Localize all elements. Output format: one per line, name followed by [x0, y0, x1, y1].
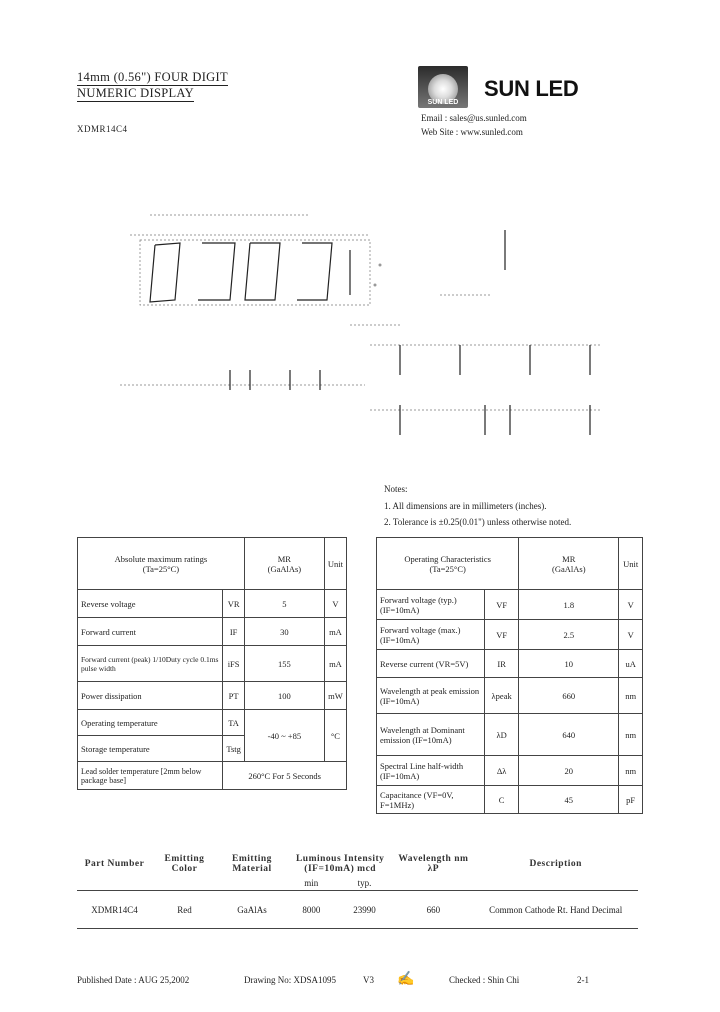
value-cell: 45 — [519, 786, 619, 814]
table-row — [377, 650, 643, 678]
table-row — [78, 682, 347, 710]
abs-param-cond: (Ta=25°C) — [142, 563, 180, 574]
symbol-cell: VF — [485, 590, 519, 620]
brand-name: SUN LED — [484, 76, 579, 101]
part-number-header: Part Number — [84, 859, 145, 869]
unit-cell: mA — [324, 618, 346, 646]
abs-param-title: Absolute maximum ratings — [114, 553, 208, 564]
symbol-cell: VF — [485, 620, 519, 650]
unit-cell: uA — [619, 650, 643, 678]
table-header-row — [77, 852, 638, 876]
min-header: min — [304, 878, 319, 888]
wavelength-cell: 660 — [393, 891, 473, 929]
value-cell: 640 — [519, 714, 619, 756]
published-date: Published Date : AUG 25,2002 — [77, 975, 190, 985]
param-cell: Storage temperature — [78, 736, 223, 762]
material-cell: GaAlAs — [217, 891, 287, 929]
table-row — [78, 762, 347, 790]
value-cell: 155 — [244, 646, 324, 682]
symbol-cell: IR — [485, 650, 519, 678]
abs-param-header — [78, 538, 245, 590]
part-number-label: XDMR14C4 — [77, 124, 128, 134]
op-mr-header — [519, 538, 619, 590]
param-cell: Wavelength at Dominant emission (IF=10mA) — [377, 714, 485, 756]
unit-cell: mW — [324, 682, 346, 710]
title-line-2: NUMERIC DISPLAY — [77, 86, 194, 100]
checked-by: Checked : Shin Chi — [449, 975, 520, 985]
abs-mr-sub: (GaAlAs) — [267, 563, 302, 574]
param-cell: Reverse current (VR=5V) — [377, 650, 485, 678]
value-cell: 30 — [244, 618, 324, 646]
param-cell: Power dissipation — [78, 682, 223, 710]
logo-text: SUN LED — [427, 99, 459, 106]
typ-cell: 23990 — [336, 891, 394, 929]
abs-unit-header: Unit — [324, 538, 346, 590]
version: V3 — [363, 975, 374, 985]
table-row — [78, 618, 347, 646]
param-cell: Forward current (peak) 1/10Duty cycle 0.1ms pulse width — [78, 646, 223, 682]
min-cell: 8000 — [287, 891, 336, 929]
contact-info — [421, 111, 527, 139]
unit-cell: V — [324, 590, 346, 618]
page-number: 2-1 — [577, 975, 589, 985]
luminous-intensity-header: Luminous Intensity (IF=10mA) mcd — [295, 854, 385, 874]
document-title — [77, 70, 228, 102]
website-line: Web Site : www.sunled.com — [421, 127, 523, 137]
unit-cell: pF — [619, 786, 643, 814]
note-2: 2. Tolerance is ±0.25(0.01") unless otherwise noted. — [384, 517, 572, 527]
symbol-cell: IF — [223, 618, 245, 646]
param-cell: Operating temperature — [78, 710, 223, 736]
wavelength-header: Wavelength nm λP — [398, 854, 469, 874]
value-cell: 2.5 — [519, 620, 619, 650]
operating-characteristics-table — [376, 537, 643, 814]
value-cell: 1.8 — [519, 590, 619, 620]
notes-block — [384, 481, 571, 531]
description-cell: Common Cathode Rt. Hand Decimal — [473, 891, 638, 929]
part-number-cell: XDMR14C4 — [77, 891, 152, 929]
table-row — [377, 756, 643, 786]
value-cell: 100 — [244, 682, 324, 710]
unit-cell: mA — [324, 646, 346, 682]
notes-heading: Notes: — [384, 484, 408, 494]
table-header-row — [377, 538, 643, 590]
param-cell: Reverse voltage — [78, 590, 223, 618]
value-cell: -40 ~ +85 — [244, 710, 324, 762]
symbol-cell: Tstg — [223, 736, 245, 762]
op-mr-title: MR — [562, 553, 576, 564]
abs-mr-header — [244, 538, 324, 590]
table-header-row — [78, 538, 347, 590]
table-row — [377, 590, 643, 620]
table-row — [78, 646, 347, 682]
unit-cell: nm — [619, 714, 643, 756]
symbol-cell: TA — [223, 710, 245, 736]
symbol-cell: iFS — [223, 646, 245, 682]
op-param-cond: (Ta=25°C) — [429, 563, 466, 574]
symbol-cell: VR — [223, 590, 245, 618]
table-bottom-rule — [77, 929, 638, 934]
op-param-title: Operating Characteristics — [404, 553, 491, 564]
symbol-cell: λD — [485, 714, 519, 756]
typ-header: typ. — [357, 878, 372, 888]
symbol-cell: C — [485, 786, 519, 814]
description-header: Description — [529, 859, 582, 869]
op-param-header — [377, 538, 519, 590]
unit-cell: V — [619, 620, 643, 650]
param-cell: Spectral Line half-width (IF=10mA) — [377, 756, 485, 786]
note-1: 1. All dimensions are in millimeters (inches). — [384, 500, 547, 511]
value-cell: 10 — [519, 650, 619, 678]
symbol-cell: PT — [223, 682, 245, 710]
symbol-cell: Δλ — [485, 756, 519, 786]
param-cell: Forward voltage (max.) (IF=10mA) — [377, 620, 485, 650]
unit-cell: nm — [619, 678, 643, 714]
table-row — [78, 590, 347, 618]
param-cell: Wavelength at peak emission (IF=10mA) — [377, 678, 485, 714]
param-cell: Forward voltage (typ.) (IF=10mA) — [377, 590, 485, 620]
table-row — [377, 714, 643, 756]
table-row — [78, 710, 347, 736]
abs-mr-title: MR — [277, 553, 291, 564]
absolute-max-ratings-table — [77, 537, 347, 790]
table-row — [377, 786, 643, 814]
color-cell: Red — [152, 891, 217, 929]
param-cell: Lead solder temperature [2mm below package base] — [78, 762, 223, 790]
subheader-row — [77, 876, 638, 891]
op-mr-sub: (GaAlAs) — [552, 563, 586, 574]
email-line: Email : sales@us.sunled.com — [421, 113, 527, 123]
drawing-number: Drawing No: XDSA1095 — [244, 975, 336, 985]
param-cell: Forward current — [78, 618, 223, 646]
unit-cell: V — [619, 590, 643, 620]
symbol-cell: λpeak — [485, 678, 519, 714]
value-cell: 260°C For 5 Seconds — [223, 762, 347, 790]
title-line-1: 14mm (0.56") FOUR DIGIT — [77, 70, 228, 84]
signature-icon: ✍ — [397, 972, 415, 987]
emitting-color-header: Emitting Color — [164, 854, 205, 874]
part-selection-table — [77, 852, 638, 933]
package-dimension-drawing — [110, 195, 610, 455]
value-cell: 660 — [519, 678, 619, 714]
unit-cell: nm — [619, 756, 643, 786]
op-unit-header: Unit — [619, 538, 643, 590]
table-row — [377, 620, 643, 650]
emitting-material-header: Emitting Material — [232, 854, 272, 874]
param-cell: Capacitance (VF=0V, F=1MHz) — [377, 786, 485, 814]
table-row — [77, 891, 638, 929]
value-cell: 20 — [519, 756, 619, 786]
value-cell: 5 — [244, 590, 324, 618]
sunled-logo — [418, 66, 468, 108]
unit-cell: °C — [324, 710, 346, 762]
dimension-drawing-svg — [110, 195, 610, 455]
table-row — [377, 678, 643, 714]
